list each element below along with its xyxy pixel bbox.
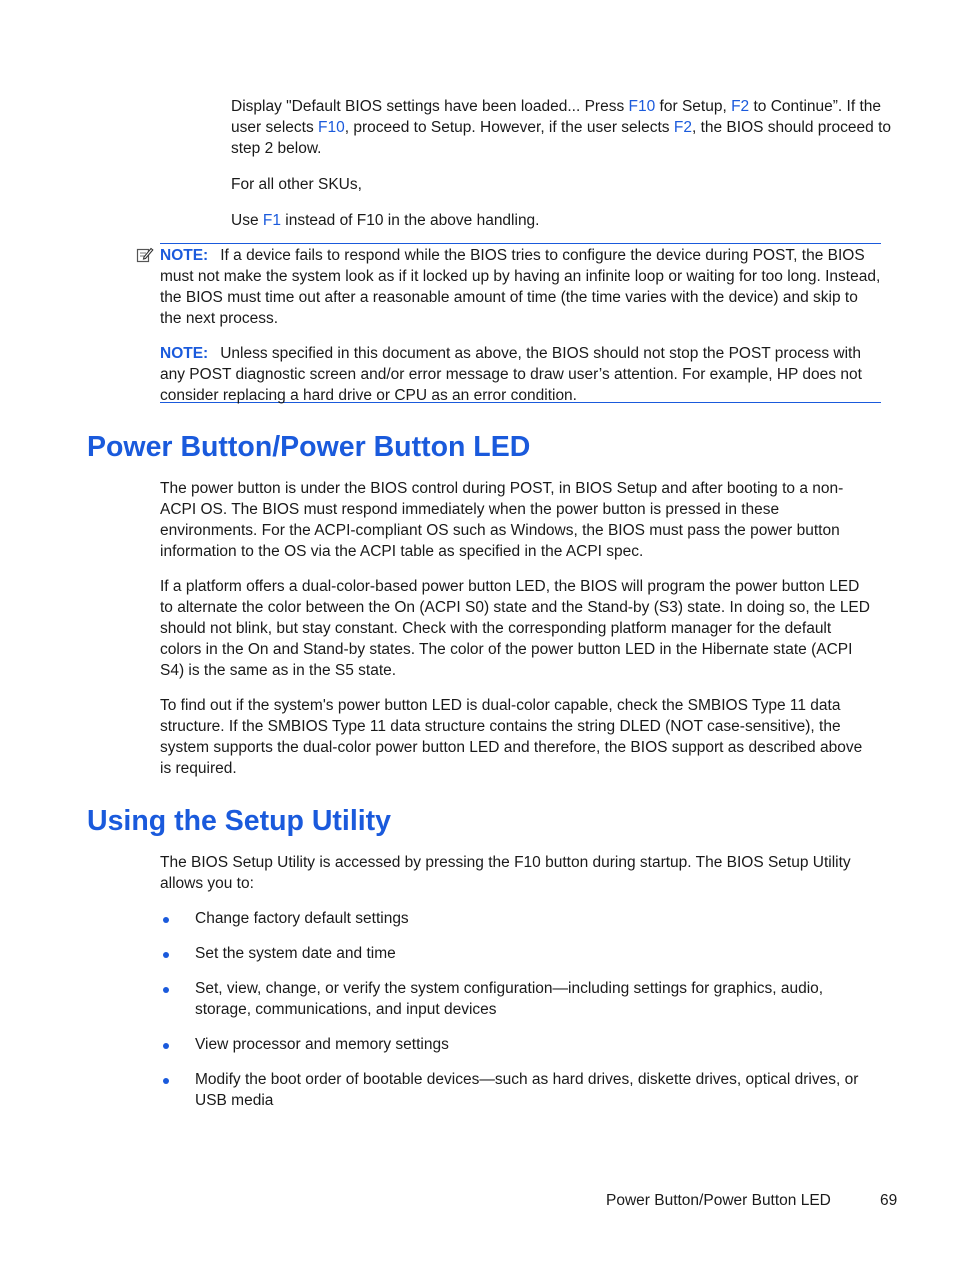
intro-paragraph-3: Use F1 instead of F10 in the above handling. — [231, 212, 540, 229]
key-f1-link[interactable]: F1 — [262, 212, 281, 229]
note-box — [160, 243, 881, 403]
section-power-button-body — [160, 478, 876, 793]
list-item: Change factory default settings — [160, 908, 876, 929]
note-label: NOTE: — [160, 247, 209, 264]
bullet-icon — [163, 952, 169, 958]
note-text: Unless specified in this document as above, the BIOS should not stop the POST process with any POST diagnostic screen and/or error message to draw user’s attention. For example, HP does not consider replacing a hard drive or CPU as an error condition. — [160, 345, 862, 404]
list-item: Set the system date and time — [160, 943, 876, 964]
body-paragraph: To find out if the system's power button LED is dual-color capable, check the SMBIOS Type 11 data structure. If the SMBIOS Type 11 data structure contains the string DLED (NOT case-sensitive), the system supports the dual-color power button LED and therefore, the BIOS support as described above is required. — [160, 697, 863, 777]
note-1 — [160, 245, 881, 329]
bullet-icon — [163, 1078, 169, 1084]
key-f10-link[interactable]: F10 — [628, 98, 656, 115]
body-paragraph: The BIOS Setup Utility is accessed by pressing the F10 button during startup. The BIOS Setup Utility allows you to: — [160, 854, 851, 892]
section-heading-setup-utility: Using the Setup Utility — [87, 805, 392, 837]
list-item: View processor and memory settings — [160, 1034, 876, 1055]
list-item: Set, view, change, or verify the system configuration—including settings for graphics, audio, storage, communications, and input devices — [160, 978, 876, 1020]
body-paragraph: The power button is under the BIOS control during POST, in BIOS Setup and after booting to a non-ACPI OS. The BIOS must respond immediately when the power button is pressed in these environments. For the ACPI-compliant OS such as Windows, the BIOS must pass the power button information to the OS via the ACPI table as specified in the ACPI spec. — [160, 480, 844, 560]
bullet-icon — [163, 987, 169, 993]
note-label: NOTE: — [160, 345, 209, 362]
key-f2-link[interactable]: F2 — [731, 98, 750, 115]
intro-paragraph-2: For all other SKUs, — [231, 176, 362, 193]
section-setup-utility-body — [160, 852, 876, 1125]
note-text: If a device fails to respond while the BIOS tries to configure the device during POST, the BIOS must not make the system look as if it locked up by having an infinite loop or waiting for too long. Instead, the BIOS must time out after a reasonable amount of time (the time varies with the device) and skip to the next process. — [160, 247, 881, 327]
note-pencil-icon — [136, 246, 154, 264]
bullet-icon — [163, 1043, 169, 1049]
body-paragraph: If a platform offers a dual-color-based power button LED, the BIOS will program the power button LED to alternate the color between the On (ACPI S0) state and the Stand-by (S3) state. In doing so, the LED should not blink, but stay constant. Check with the corresponding platform manager for the default colors in the On and Stand-by states. The color of the power button LED in the Hibernate state (ACPI S4) is the same as in the S5 state. — [160, 578, 870, 679]
key-f2-link[interactable]: F2 — [673, 119, 692, 136]
footer-section-title: Power Button/Power Button LED — [606, 1192, 831, 1209]
feature-list — [160, 908, 876, 1111]
intro-paragraph-1: Display "Default BIOS settings have been loaded... Press F10 for Setup, F2 to Continue”. If the user selects F10, proceed to Setup. However, if the user selects F2, the BIOS should proceed to step 2 below. — [231, 98, 891, 157]
note-2 — [160, 343, 881, 406]
intro-block — [231, 96, 891, 246]
footer-page-number: 69 — [880, 1192, 898, 1209]
key-f10-link[interactable]: F10 — [318, 119, 345, 136]
section-heading-power-button: Power Button/Power Button LED — [87, 431, 531, 463]
list-item: Modify the boot order of bootable devices—such as hard drives, diskette drives, optical drives, or USB media — [160, 1069, 876, 1111]
bullet-icon — [163, 917, 169, 923]
